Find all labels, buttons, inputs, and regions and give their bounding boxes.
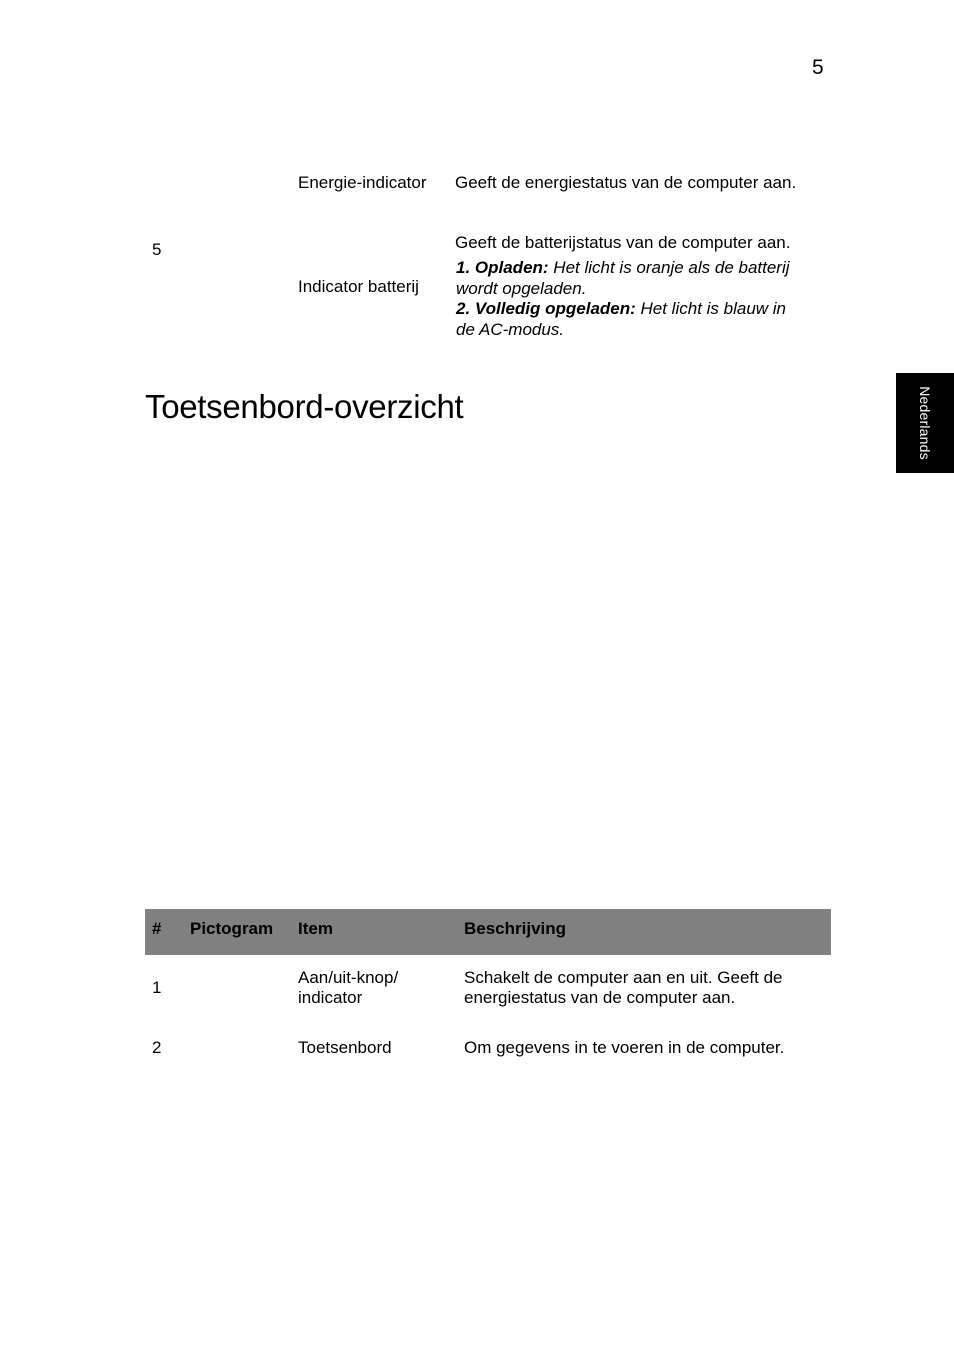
note-charging-text: Het licht is oranje als de batterij (548, 258, 790, 277)
note-charging (456, 258, 790, 279)
row-2-desc: Om gegevens in te voeren in de computer. (464, 1038, 785, 1057)
row-1-item-line1: Aan/uit-knop/ (298, 968, 399, 987)
row-2-number: 2 (152, 1038, 162, 1057)
item-energy-indicator: Energie-indicator (298, 173, 427, 192)
row-1-desc-line1: Schakelt de computer aan en uit. Geeft de (464, 968, 783, 987)
note-full-charged-cont: de AC-modus. (456, 320, 565, 339)
language-tab (896, 373, 954, 473)
desc-battery-indicator: Geeft de batterijstatus van de computer aan. (455, 233, 791, 252)
section-title: Toetsenbord-overzicht (145, 388, 464, 425)
item-battery-indicator: Indicator batterij (298, 277, 419, 296)
header-description: Beschrijving (464, 919, 567, 938)
table-header (145, 909, 831, 955)
page-number: 5 (812, 56, 824, 79)
note-charging-label: 1. Opladen: (456, 258, 549, 277)
header-number: # (152, 919, 162, 938)
note-full-charged (456, 299, 786, 320)
note-charging-cont: wordt opgeladen. (456, 279, 587, 298)
row-1-item-line2: indicator (298, 988, 363, 1007)
language-tab-label: Nederlands (917, 386, 933, 460)
row-2-item: Toetsenbord (298, 1038, 392, 1057)
header-item: Item (298, 919, 333, 938)
note-full-charged-text: Het licht is blauw in (635, 299, 787, 318)
note-full-charged-label: 2. Volledig opgeladen: (456, 299, 636, 318)
table-row-number: 5 (152, 240, 162, 259)
row-1-desc-line2: energiestatus van de computer aan. (464, 988, 736, 1007)
desc-energy-indicator: Geeft de energiestatus van de computer aan. (455, 173, 797, 192)
header-pictogram: Pictogram (190, 919, 274, 938)
row-1-number: 1 (152, 978, 162, 997)
